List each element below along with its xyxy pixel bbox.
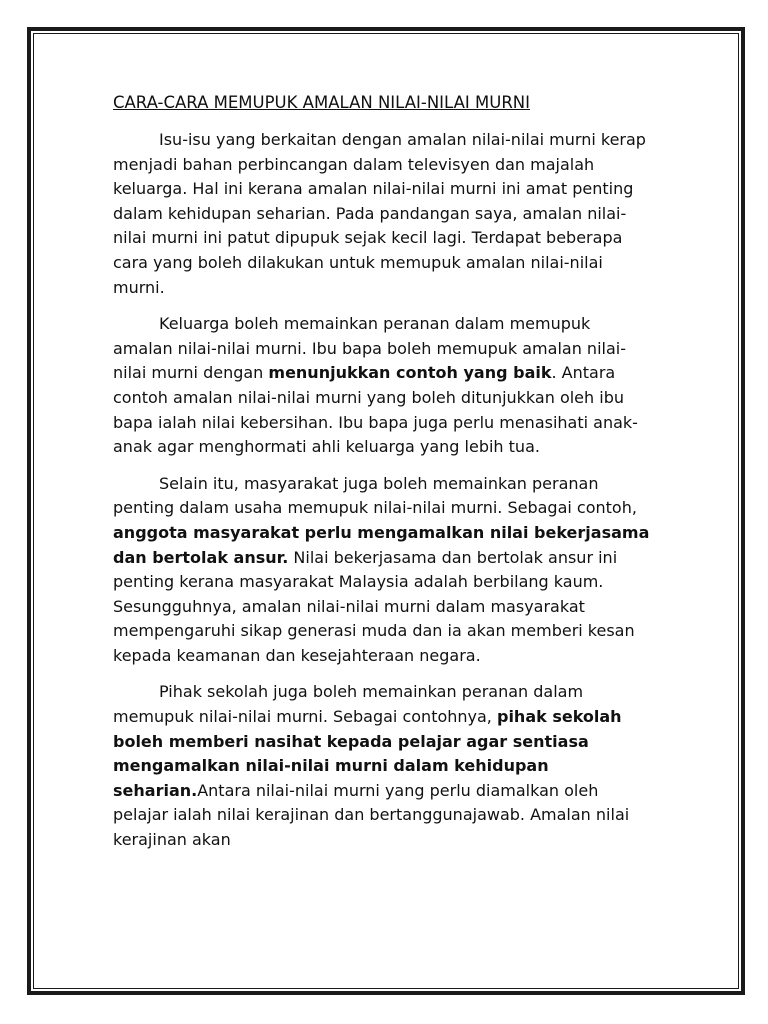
paragraph-text: Isu-isu yang berkaitan dengan amalan nilai-nilai murni kerap menjadi bahan perbincangan dalam televisyen dan majalah keluarga. Hal ini kerana amalan nilai-nilai murni ini amat penting dalam kehidupan seharian. Pada pandangan saya, amalan nilai-nilai murni ini patut dipupuk sejak kecil lagi. Terdapat beberapa cara yang boleh dilakukan untuk memupuk amalan nilai-nilai murni. <box>113 130 646 297</box>
paragraph-family <box>113 312 653 460</box>
paragraph-text: Pihak sekolah juga boleh memainkan peranan dalam memupuk nilai-nilai murni. Sebagai contohnya, <box>113 682 584 727</box>
paragraph-intro <box>113 128 653 300</box>
paragraph-emphasis: anggota masyarakat perlu mengamalkan nilai bekerjasama dan bertolak ansur. <box>113 522 650 567</box>
paragraph-text: . Antara contoh amalan nilai-nilai murni yang boleh ditunjukkan oleh ibu bapa ialah nilai kebersihan. Ibu bapa juga perlu menasihati anak-anak agar menghormati ahli keluarga yang lebih tua. <box>113 363 638 457</box>
paragraph-text: Selain itu, masyarakat juga boleh memainkan peranan penting dalam usaha memupuk nilai-nilai murni. Sebagai contoh, <box>113 473 637 518</box>
paragraph-text: Antara nilai-nilai murni yang perlu diamalkan oleh pelajar ialah nilai kerajinan dan bertanggunajawab. Amalan nilai kerajinan akan <box>113 780 630 850</box>
paragraph-emphasis: pihak sekolah boleh memberi nasihat kepada pelajar agar sentiasa mengamalkan nilai-nilai murni dalam kehidupan seharian. <box>113 707 622 800</box>
paragraph-emphasis: menunjukkan contoh yang baik <box>268 363 552 383</box>
paragraph-text: Nilai bekerjasama dan bertolak ansur ini penting kerana masyarakat Malaysia adalah berbilang kaum. Sesungguhnya, amalan nilai-nilai murni dalam masyarakat mempengaruhi sikap generasi muda dan ia akan memberi kesan kepada keamanan dan kesejahteraan negara. <box>113 547 635 665</box>
paragraph-school <box>113 680 653 852</box>
paragraph-text: Keluarga boleh memainkan peranan dalam memupuk amalan nilai-nilai murni. Ibu bapa boleh memupuk amalan nilai-nilai murni dengan <box>113 314 626 383</box>
paragraph-society <box>113 472 653 669</box>
document-title: CARA-CARA MEMUPUK AMALAN NILAI-NILAI MURNI <box>113 93 530 112</box>
document-body <box>113 90 653 865</box>
